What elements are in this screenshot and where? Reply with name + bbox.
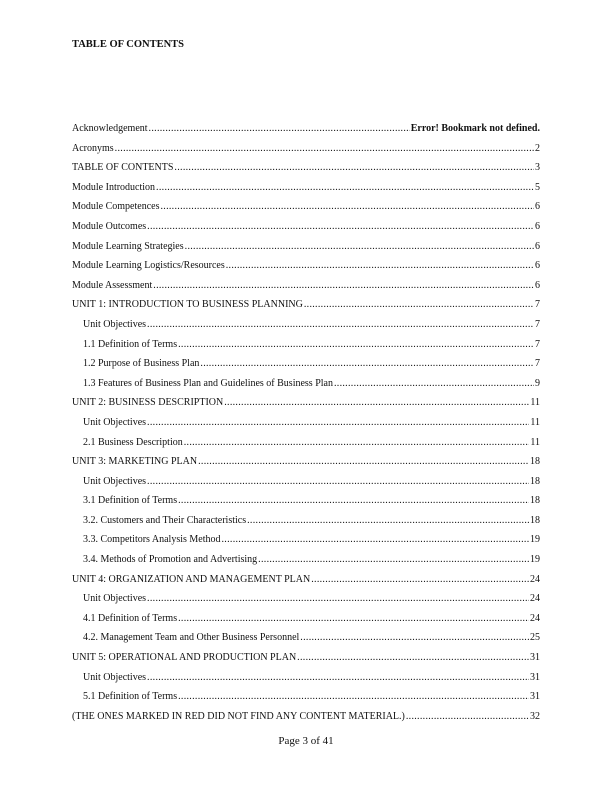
dot-leader [222,534,530,545]
toc-entry-page: 24 [530,573,540,585]
toc-entry-page: 9 [535,377,540,389]
toc-entry-page: 2 [535,142,540,154]
toc-entry[interactable] [72,515,540,535]
toc-entry-page: 18 [530,514,540,526]
toc-entry[interactable] [72,123,540,143]
toc-entry[interactable] [72,241,540,261]
dot-leader [297,652,529,663]
dot-leader [147,593,529,604]
toc-entry[interactable] [72,574,540,594]
toc-entry-label: Module Learning Logistics/Resources [72,260,225,272]
toc-entry[interactable] [72,437,540,457]
toc-entry-label: Unit Objectives [83,318,147,330]
toc-entry[interactable] [72,534,540,554]
dot-leader [178,613,529,624]
toc-entry-label: Module Introduction [72,181,156,193]
dot-leader [178,691,529,702]
toc-entry-label: 4.2. Management Team and Other Business Personnel [83,632,300,644]
dot-leader [304,299,534,310]
toc-entry-label: 3.2. Customers and Their Characteristics [83,514,247,526]
toc-entry[interactable] [72,358,540,378]
toc-entry-page: 5 [535,181,540,193]
dot-leader [174,162,534,173]
toc-entry-label: Module Competences [72,201,160,213]
toc-entry-label: UNIT 3: MARKETING PLAN [72,456,198,468]
toc-entry-page: 19 [530,534,540,546]
toc-entry-label: Unit Objectives [83,671,147,683]
dot-leader [147,221,534,232]
toc-entry[interactable] [72,613,540,633]
dot-leader [149,123,410,134]
dot-leader [185,241,534,252]
dot-leader [198,456,529,467]
dot-leader [147,417,529,428]
toc-entry-page: 6 [535,279,540,291]
toc-entry-label: UNIT 2: BUSINESS DESCRIPTION [72,397,224,409]
toc-entry-label: 1.2 Purpose of Business Plan [83,358,200,370]
toc-entry[interactable] [72,378,540,398]
toc-entry-page: 24 [530,593,540,605]
toc-entry[interactable] [72,201,540,221]
toc-entry-label: Module Learning Strategies [72,240,184,252]
toc-entry-page: 7 [535,299,540,311]
toc-entry-page: 6 [535,260,540,272]
toc-entry[interactable] [72,495,540,515]
dot-leader [147,319,534,330]
toc-entry-label: (THE ONES MARKED IN RED DID NOT FIND ANY CONTENT MATERIAL.) [72,710,405,722]
toc-entry[interactable] [72,711,540,731]
toc-heading: TABLE OF CONTENTS [72,39,185,50]
toc-entry-label: Acronyms [72,142,114,154]
toc-entry[interactable] [72,632,540,652]
toc-entry-page: 32 [530,710,540,722]
toc-entry[interactable] [72,221,540,241]
toc-entry[interactable] [72,456,540,476]
toc-entry-label: Module Outcomes [72,220,147,232]
toc-entry-label: TABLE OF CONTENTS [72,162,174,174]
toc-entry-page: 11 [530,416,540,428]
toc-entry[interactable] [72,260,540,280]
toc-entry-page: 25 [530,632,540,644]
toc-entry-label: Unit Objectives [83,475,147,487]
dot-leader [184,437,530,448]
dot-leader [258,554,529,565]
toc-entry[interactable] [72,162,540,182]
toc-entry-page: 3 [535,162,540,174]
toc-entry[interactable] [72,672,540,692]
toc-entry-page: 31 [530,652,540,664]
toc-entry-page: 7 [535,338,540,350]
toc-entry-label: 1.1 Definition of Terms [83,338,178,350]
toc-entry-label: 2.1 Business Description [83,436,183,448]
toc-entry[interactable] [72,417,540,437]
toc-entry-page: Error! Bookmark not defined. [410,123,540,134]
toc-entry-label: 3.1 Definition of Terms [83,495,178,507]
toc-entry[interactable] [72,280,540,300]
dot-leader [224,397,529,408]
dot-leader [247,515,529,526]
toc-entry[interactable] [72,339,540,359]
dot-leader [160,201,534,212]
dot-leader [300,632,529,643]
dot-leader [406,711,529,722]
dot-leader [226,260,534,271]
toc-entry-label: 5.1 Definition of Terms [83,691,178,703]
toc-entry-label: Module Assessment [72,279,153,291]
dot-leader [178,339,534,350]
toc-entry[interactable] [72,397,540,417]
toc-entry-page: 6 [535,240,540,252]
toc-entry[interactable] [72,476,540,496]
toc-entry-label: 4.1 Definition of Terms [83,612,178,624]
toc-entry-page: 24 [530,612,540,624]
toc-entry[interactable] [72,554,540,574]
toc-entry-label: 3.3. Competitors Analysis Method [83,534,221,546]
dot-leader [115,143,534,154]
toc-entry-label: UNIT 4: ORGANIZATION AND MANAGEMENT PLAN [72,573,311,585]
toc-entry[interactable] [72,593,540,613]
toc-entry-page: 6 [535,220,540,232]
dot-leader [311,574,529,585]
toc-entry-page: 7 [535,358,540,370]
dot-leader [153,280,534,291]
toc-entry-page: 7 [535,318,540,330]
dot-leader [334,378,534,389]
toc-entry-label: 3.4. Methods of Promotion and Advertising [83,554,258,566]
toc-entry-page: 31 [530,691,540,703]
toc-entry-page: 18 [530,456,540,468]
dot-leader [156,182,534,193]
dot-leader [178,495,529,506]
toc-entry[interactable] [72,182,540,202]
toc-entry[interactable] [72,652,540,672]
toc-entry-label: 1.3 Features of Business Plan and Guidelines of Business Plan [83,377,333,389]
dot-leader [147,476,529,487]
toc-entry-page: 19 [530,554,540,566]
toc-entry[interactable] [72,691,540,711]
toc-entry[interactable] [72,319,540,339]
toc-entry-page: 6 [535,201,540,213]
toc-entry-page: 18 [530,475,540,487]
toc-entry-label: Acknowledgement [72,123,148,134]
toc-entry-label: Unit Objectives [83,416,147,428]
toc-entry-page: 11 [530,436,540,448]
dot-leader [147,672,529,683]
toc-list [72,123,540,730]
toc-entry[interactable] [72,299,540,319]
toc-entry-page: 31 [530,671,540,683]
toc-entry-page: 11 [530,397,540,409]
toc-entry-label: UNIT 5: OPERATIONAL AND PRODUCTION PLAN [72,652,297,664]
toc-entry-label: UNIT 1: INTRODUCTION TO BUSINESS PLANNING [72,299,303,311]
toc-entry[interactable] [72,143,540,163]
dot-leader [200,358,534,369]
page-footer: Page 3 of 41 [278,735,334,747]
toc-entry-page: 18 [530,495,540,507]
toc-entry-label: Unit Objectives [83,593,147,605]
